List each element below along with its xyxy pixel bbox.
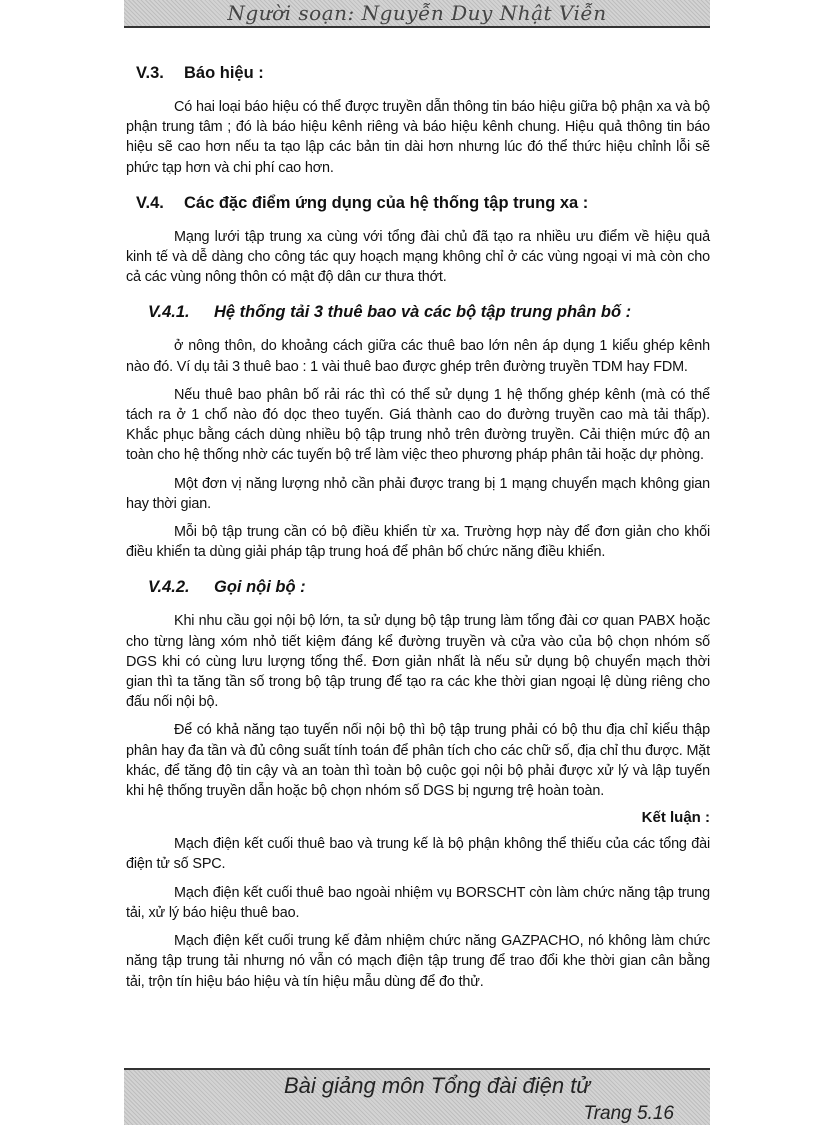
paragraph: ở nông thôn, do khoảng cách giữa các thuê bao lớn nên áp dụng 1 kiểu ghép kênh nào đó. Ví dụ tải 3 thuê bao : 1 vài thuê bao được ghép trên đường truyền TDM hay FDM. [126, 338, 710, 375]
paragraph: Mạch điện kết cuối thuê bao ngoài nhiệm vụ BORSCHT còn làm chức năng tập trung tải, xử lý báo hiệu thuê bao. [126, 884, 710, 921]
section-title: Các đặc điểm ứng dụng của hệ thống tập trung xa : [184, 193, 589, 212]
subsection-title: Hệ thống tải 3 thuê bao và các bộ tập trung phân bố : [214, 303, 632, 322]
paragraph: Một đơn vị năng lượng nhỏ cần phải được trang bị 1 mạng chuyển mạch không gian hay thời gian. [126, 475, 710, 512]
subsection-heading-v42 [148, 578, 710, 597]
document-body [126, 64, 710, 1000]
header-author: Người soạn: Nguyễn Duy Nhật Viễn [227, 1, 607, 25]
subsection-title: Gọi nội bộ : [214, 578, 306, 597]
footer-course-title: Bài giảng môn Tổng đài điện tử [284, 1073, 591, 1098]
page-footer [124, 1068, 710, 1125]
paragraph: Mạch điện kết cuối trung kế đảm nhiệm chức năng GAZPACHO, nó không làm chức năng tập trung tải nhưng nó vẫn có mạch điện tập trung để trao đổi khe thời gian cân bằng tải, trộn tín hiệu báo hiệu và tín hiệu mẫu dùng để đo thử. [126, 933, 710, 990]
paragraph: Nếu thuê bao phân bố rải rác thì có thể sử dụng 1 hệ thống ghép kênh (mà có thể tách ra ở 1 chổ nào đó dọc theo tuyến. Giá thành cao do đường truyền cao mà tải thấp). Khắc phục bằng cách dùng nhiều bộ tập trung nhỏ trên đường truyền. Cải thiện mức độ an toàn cho hệ thống nhờ các tuyến bộ trể làm việc theo phương pháp phân tải hoặc dự phòng. [126, 386, 710, 464]
subsection-number: V.4.2. [148, 578, 190, 597]
subsection-number: V.4.1. [148, 303, 190, 322]
section-heading-v3 [136, 64, 710, 83]
page-number: Trang 5.16 [583, 1103, 674, 1124]
conclusion-heading: Kết luận : [641, 809, 710, 827]
paragraph: Mỗi bộ tập trung cần có bộ điều khiển từ xa. Trường hợp này để đơn giản cho khối điều khiển ta dùng giải pháp tập trung hoá để phân bố chức năng điều khiển. [126, 524, 710, 561]
paragraph: Khi nhu cầu gọi nội bộ lớn, ta sử dụng bộ tập trung làm tổng đài cơ quan PABX hoặc cho từng làng xóm nhỏ tiết kiệm đáng kể đường truyền và cửa vào của bộ chọn nhóm số DGS khi có cùng lưu lượng tổng thể. Đơn giản nhất là nếu sử dụng bộ chuyển mạch thời gian thì ta tăng tần số trong bộ tập trung để tạo ra các khe thời gian ngoại lệ dùng riêng cho đấu nối nội bộ. [126, 613, 710, 711]
section-heading-v4 [136, 194, 710, 213]
paragraph: Mạch điện kết cuối thuê bao và trung kế là bộ phận không thể thiếu của các tổng đài điện tử số SPC. [126, 836, 710, 873]
paragraph: Có hai loại báo hiệu có thể được truyền dẫn thông tin báo hiệu giữa bộ phận xa và bộ phận trung tâm ; đó là báo hiệu kênh riêng và báo hiệu kênh chung. Hiệu quả thông tin báo hiệu sẽ cao hơn nếu ta tạo lập các bản tin dài hơn nhưng lúc đó thể thức hiệu chỉnh lỗi sẽ phức tạp hơn và chi phí cao hơn. [126, 99, 710, 176]
paragraph: Để có khả năng tạo tuyến nối nội bộ thì bộ tập trung phải có bộ thu địa chỉ kiểu thập phân hay đa tần và đủ công suất tính toán để phân tích cho các chữ số, địa chỉ thu được. Mặt khác, để tăng độ tin cậy và an toàn thì toàn bộ cuộc gọi nội bộ phải được xử lý và lập tuyến khi hệ thống truyền dẫn hoặc bộ chọn nhóm số DGS bị ngưng trệ hoàn toàn. [126, 722, 710, 800]
section-number: V.4. [136, 193, 164, 212]
page-header [124, 0, 710, 28]
section-number: V.3. [136, 64, 164, 82]
section-title: Báo hiệu : [184, 64, 264, 82]
paragraph: Mạng lưới tập trung xa cùng với tổng đài chủ đã tạo ra nhiều ưu điểm về hiệu quả kinh tế và dễ dàng cho công tác quy hoạch mạng không chỉ ở các vùng ngoại vi mà còn cho cả các vùng nông thôn có mật độ dân cư thưa thớt. [126, 228, 710, 286]
subsection-heading-v41 [148, 303, 710, 322]
